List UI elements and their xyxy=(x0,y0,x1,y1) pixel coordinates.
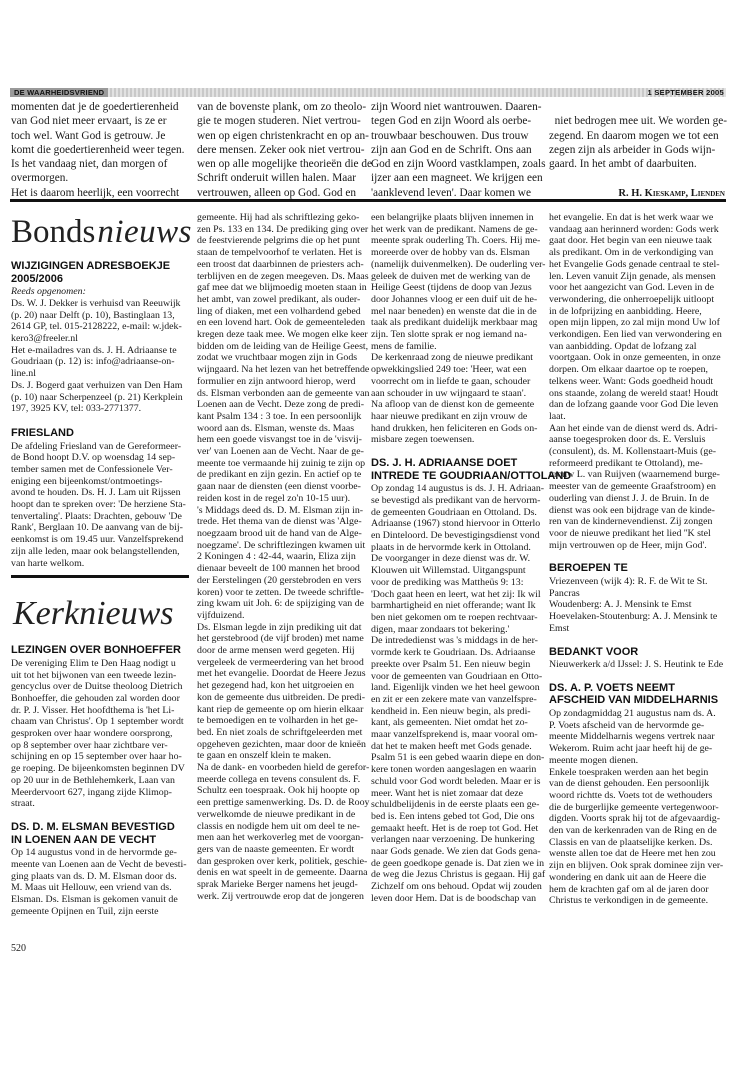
top-article-column-2: van de bovenste plank, om zo theolo- gie te mogen studeren. Niet vertrou- wen op eigen christenkracht en op an- dere mensen. Zeker ook niet vertrou- wen op alle mogelijke theorieën die de Schrift onderuit willen halen. Maar vertrouwen, alleen op God. God en xyxy=(197,101,373,199)
logo-text-left: Bonds xyxy=(11,214,96,250)
page-number: 520 xyxy=(11,943,26,954)
author-signature: R. H. Kieskamp, Lienden xyxy=(618,187,725,199)
heading-adresboekje: WIJZIGINGEN ADRESBOEKJE 2005/2006 xyxy=(11,260,171,285)
column-3 xyxy=(371,212,572,905)
top-article-column-3: zijn Woord niet wantrouwen. Daaren- tegen God en zijn Woord als oerbe- trouwbaar beschouwen. Dus trouw zijn aan God en de Schrift. Ons aan God en zijn Woord vastklampen, zoals ijzer aan een magneet. We krijgen een 'aanklevend leven'. Daar komen we xyxy=(371,101,546,199)
label-reeds-opgenomen: Reeds opgenomen: xyxy=(11,286,86,298)
adriaanse-body-part-2: het evangelie. En dat is het werk waar we vandaag aan herinnerd worden: Gods werk gaat door. Het begin van een nieuwe taak als predikant. Om in de verkondiging van het Evangelie Gods genade centraal te stel- len. Leven vanuit Zijn genade, als mensen voor het aangezicht van God. Leven in de verwondering, die onherroepelijk uitloopt in de lofprijzing en aanbidding. Heere, open mijn lippen, zo zal mijn mond Uw lof verkondigen. Een lied van verwondering en van aanbidding. Opdat de lofzang zal voortgaan. Ook in onze gemeenten, in onze dorpen. Om elkaar daartoe op te roepen, telkens weer. Want: Gods goedheid houdt ons staande, zolang de wereld staat! Houdt dan de lofzang gaande voor God Die leven laat. Aan het einde van de dienst werd ds. Adri- aanse toegesproken door ds. E. Versluis (consulent), ds. M. Kollenstaart-Muis (ge- reformeerd predikant te Ottoland), me- vrouw L. van Ruijven (waarnemend burge- meester van de gemeente Graafstroom) en ouderling van dienst J. J. de Bruin. In de dienst was ook een bijdrage van de kinde- ren van de kindernevendienst. Zij zongen voor de nieuwe predikant het lied ''K stel mijn vertrouwen op de Heer, mijn God'. xyxy=(549,212,722,551)
beroepen-body: Vriezenveen (wijk 4): R. F. de Wit te St. Pancras Woudenberg: A. J. Mensink te Emst Hoevelaken-Stoutenburg: A. J. Mensink te Emst xyxy=(549,575,718,634)
heading-bonhoeffer: LEZINGEN OVER BONHOEFFER xyxy=(11,644,181,657)
top-article-column-1: momenten dat je de goedertierenheid van God niet meer ervaart, is ze er toch wel. Want God is getrouw. Je komt die goedertierenheid weer tegen. Is het vandaag niet, dan morgen of overmorgen. Het is daarom heerlijk, een voorrecht xyxy=(11,101,185,199)
publication-name: DE WAARHEIDSVRIEND xyxy=(10,88,108,97)
heading-elsman: DS. D. M. ELSMAN BEVESTIGD IN LOENEN AAN DE VECHT xyxy=(11,820,175,846)
column-4 xyxy=(549,212,729,907)
elsman-body-part-3: een belangrijke plaats blijven innemen in het werk van de predikant. Namens de ge- meente sprak ouderling Th. Coers. Hij me- moreerde over de hobby van ds. Elsman (namelijk duivenmelken). De ouderling ver- geleek de duiven met de werking van de Heilige Geest (tijdens de doop van Jezus door Johannes vloog er een duif uit de he- mel naar beneden) en wenste dat die in de taak als predikant duidelijk merkbaar mag zijn. Ten slotte sprak er nog iemand na- mens de familie. De kerkenraad zong de nieuwe predikant opwekkingslied 249 toe: 'Heer, wat een voorrecht om in liefde te gaan, schouder aan schouder in uw wijngaard te staan'. Na afloop van de dienst kon de gemeente haar nieuwe predikant en zijn vrouw de hand drukken, hen feliciteren en Gods on- misbare zegen toewensen. xyxy=(371,212,546,446)
column-1 xyxy=(11,212,191,917)
friesland-body: De afdeling Friesland van de Gereformeer- de Bond hoopt D.V. op woensdag 14 sep- tember samen met de Confessionele Ver- eniging een bijeenkomst/ontmoetings- avond te houden. Ds. H. J. Lam uit Rijssen hoopt dan te spreken over: 'De herziene Sta- tenvertaling'. Plaats: Drachten, gebouw 'De Rank', Berglaan 10. De aanvang van de bij- eenkomst is om 19.45 uur. Vanzelfsprekend zijn alle leden, maar ook belangstellenden, van harte welkom. xyxy=(11,440,186,569)
elsman-body-part-2: gemeente. Hij had als schriftlezing geko- zen Ps. 133 en 134. De prediking ging over de feestvierende pelgrims die op het punt staan de tempelvoorhof te verlaten. Het is een troost dat daarbinnen de priesters ach- terblijven en de zegen meegeven. Ds. Maas gaf mee dat we blijmoedig moeten staan in het ambt, van zowel predikant, als ouder- ling of diaken, met een volhardend gebed en een lovend hart. Ook de gemeenteleden kregen deze taak mee. We mogen elke keer bidden om de leiding van de Heilige Geest, zodat we vruchtbaar mogen zijn in Gods wijngaard. Na het lezen van het betreffende formulier en zijn antwoord hierop, werd ds. Elsman verbonden aan de gemeente van Loenen aan de Vecht. Deze zong de predi- kant Psalm 134 : 3 toe. In een persoonlijk woord aan ds. Elsman, wenste ds. Maas hem een goede visvangst toe in de 'visvij- ver' van Loenen aan de Vecht. Naar de ge- meente toe vermaande hij zuinig te zijn op de predikant en zijn gezin. En actief op te gaan naar de diensten (een dienst voorbe- reiden kost in de regel zo'n 10-15 uur). 's Middags deed ds. D. M. Elsman zijn in- trede. Het thema van de dienst was 'Alge- noegzaam brood uit de hand van de Alge- noegzame'. De schriftlezingen kwamen uit 2 Koningen 4 : 42-44, waarin, Eliza zijn dienaar beveelt de 100 mannen het brood der Eerstelingen (20 gerstebroden en vers koren) voor te zetten. De tweede schriftle- zing kwam uit Joh. 6: de spijziging van de vijfduizend. Ds. Elsman legde in zijn prediking uit dat het gerstebrood (de vijf broden) met name door de arme mensen werd gegeten. Hij vergeleek de vermeerdering van het brood met het evangelie. Doordat de Heere Jezus het gezegend had, kon het uitgroeien en kon de gemeente dus uitbreiden. De predi- kant riep de gemeente op om hierin elkaar te bemoedigen en te volharden in het ge- bed. En niet zoals de schriftgeleerden met opgeheven gezichten, maar door de knieën te gaan en onszelf klein te maken. Na de dank- en voorbeden hield de gerefor- meerde collega en tevens consulent ds. F. Schultz een toespraak. Ook hij hoopte op een prettige samenwerking. Ds. D. de Rooy verwelkomde de nieuwe predikant in de classis en nodigde hem uit om deel te ne- men aan het werkoverleg met de voorgan- gers van de naaste gemeenten. Er wordt dan gesproken over kerk, politiek, geschie- denis en wat speelt in de gemeente. Daarna sprak Marieke Berger namens het jeugd- werk. Zij vertrouwde erop dat de jongeren xyxy=(197,212,370,902)
top-article-text: niet bedrogen mee uit. We worden ge- zegend. En daarom mogen we tot een zegen zijn als arbeider in Gods wijn- gaard. In het ambt of daarbuiten. xyxy=(549,115,728,171)
heading-voets: DS. A. P. VOETS NEEMT AFSCHEID VAN MIDDELHARNIS xyxy=(549,681,719,707)
section-divider xyxy=(10,199,726,202)
heading-beroepen: BEROEPEN TE xyxy=(549,562,628,575)
heading-bedankt: BEDANKT VOOR xyxy=(549,645,639,658)
column-divider xyxy=(11,575,189,578)
issue-date: 1 SEPTEMBER 2005 xyxy=(647,88,724,97)
bonhoeffer-body: De vereniging Elim te Den Haag nodigt u uit tot het bijwonen van een tweede lezin- gencyclus over de Duitse theoloog Dietrich Bonhoeffer, die gehouden zal worden door dr. P. J. Visser. Het hoofdthema is 'het Li- chaam van Christus'. Op 1 september wordt gesproken over haar wondere oorsprong, op 8 september over haar zichtbare ver- schijning en op 15 september over haar ho- ge roeping. De bijeenkomsten beginnen DV op 20 uur in de Bethlehemkerk, Laan van Meerdervoort 627, ingang zijde Klimop- straat. xyxy=(11,657,185,810)
bondsnieuws-logo xyxy=(11,212,191,252)
kerknieuws-title: Kerknieuws xyxy=(13,595,174,633)
voets-body: Op zondagmiddag 21 augustus nam ds. A. P. Voets afscheid van de hervormde ge- meente Middelharnis wegens vertrek naar Wekerom. Ruim acht jaar heeft hij de ge- meente mogen dienen. Enkele toespraken werden aan het begin van de dienst gehouden. Een persoonlijk woord richtte ds. Voets tot de wethouders die de burgerlijke gemeente vertegenwoor- digden. Voorts sprak hij tot de afgevaardig- den van de kerkenraden van de Ring en de Classis en van de plaatselijke kerken. Ds. wenste allen toe dat de Heere met hen zou zijn en blijven. Ook sprak dominee zijn ver- wondering en dank uit aan de Heere die hem de krachten gaf om al de jaren door Christus te verkondigen in de gemeente. xyxy=(549,707,724,907)
adriaanse-body-part-1: Op zondag 14 augustus is ds. J. H. Adriaan- se bevestigd als predikant van de hervorm- de gemeenten Goudriaan en Ottoland. Ds. Adriaanse (1967) stond hiervoor in Otterlo en Dinteloord. De bevestigingsdienst vond plaats in de hervormde kerk in Ottoland. De voorganger in deze dienst was dr. W. Klouwen uit Willemstad. Uitgangspunt voor de prediking was Mattheüs 9: 13: 'Doch gaat heen en leert, wat het zij: Ik wil barmhartigheid en niet offerande; want Ik ben niet gekomen om te roepen rechtvaar- digen, maar zondaars tot bekering.' De intrededienst was 's middags in de her- vormde kerk te Goudriaan. Ds. Adriaanse preekte over Psalm 51. Een nieuw begin voor de gemeenten van Goudriaan en Otto- land. Eigenlijk vinden we het heel gewoon en zit er een zekere mate van vanzelfspre- kendheid in. Een nieuw begin, als predi- kant, als gemeenten. Niet omdat het zo- maar vanzelfsprekend is, maar vooral om- dat het te maken heeft met Gods genade. Psalm 51 is een gebed waarin diepe en don- kere tonen worden aangeslagen en waarin schuld voor God wordt beleden. Maar er is meer. Want het is niet zomaar dat deze schuldbelijdenis in de eerste plaats een ge- bed is. Een intens gebed tot God, Die ons gemaakt heeft. Het is de roep tot God. Het verlangen naar verzoening. De hunkering naar Gods genade. We zien dat Gods gena- de geen goedkope genade is. Dat zien we in de weg die Jezus Christus is gegaan. Hij gaf Zichzelf om ons behoud. Opdat wij zouden leven door Hem. Dat is de boodschap van xyxy=(371,483,546,904)
heading-friesland: FRIESLAND xyxy=(11,426,74,439)
logo-text-right: nieuws xyxy=(97,214,193,250)
bedankt-body: Nieuwerkerk a/d IJssel: J. S. Heutink te Ede xyxy=(549,659,724,671)
column-2 xyxy=(197,212,377,902)
adresboekje-body: Ds. W. J. Dekker is verhuisd van Reeuwijk (p. 20) naar Delft (p. 10), Bastinglaan 13, 2614 GP, tel. 015-2128222, e-mail: w.jdek- kero3@freeler.nl Het e-mailadres van ds. J. H. Adriaanse te Goudriaan (p. 12) is: info@adriaanse-on- line.nl Ds. J. Bogerd gaat verhuizen van Den Ham (p. 10) naar Scherpenzeel (p. 21) Kerkplein 197, 3925 KV, tel: 033-2771377. xyxy=(11,297,183,415)
heading-adriaanse: DS. J. H. ADRIAANSE DOET INTREDE TE GOUDRIAAN/OTTOLAND xyxy=(371,457,572,482)
running-header xyxy=(10,88,726,97)
elsman-body-part-1: Op 14 augustus vond in de hervormde ge- meente van Loenen aan de Vecht de bevesti- ging plaats van ds. D. M. Elsman door ds. M. Maas uit Hellouw, een vriend van ds. Elsman. Ds. Elsman is gekomen vanuit de gemeente Opijnen en Tuil, zijn eerste xyxy=(11,847,187,917)
